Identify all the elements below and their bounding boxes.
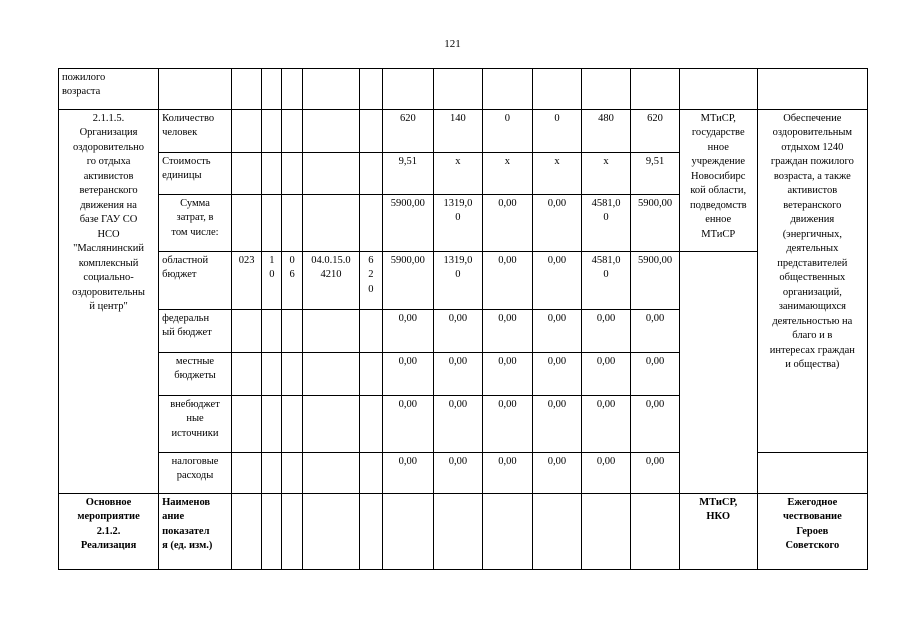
value-cell: 0,00 — [482, 453, 533, 494]
value-cell: 140 — [434, 110, 483, 153]
value-cell: 5900,00 — [382, 252, 434, 310]
section-code-cell: 1 0 — [262, 252, 282, 310]
value-cell: 0,00 — [382, 396, 434, 453]
value-cell: х — [581, 153, 631, 195]
value-cell: 0 — [533, 110, 582, 153]
indicator-cell: местные бюджеты — [159, 353, 232, 396]
indicator-cell: внебюджет ные источники — [159, 396, 232, 453]
value-cell: 0,00 — [533, 195, 582, 252]
value-cell: 5900,00 — [382, 195, 434, 252]
grbs-code-cell: 023 — [231, 252, 261, 310]
value-cell: 0,00 — [533, 252, 582, 310]
value-cell: х — [434, 153, 483, 195]
value-cell: 0,00 — [482, 252, 533, 310]
value-cell: х — [533, 153, 582, 195]
value-cell: 0,00 — [382, 353, 434, 396]
value-cell: 0,00 — [581, 453, 631, 494]
indicator-cell: федеральн ый бюджет — [159, 310, 232, 353]
indicator-cell: Стоимость единицы — [159, 153, 232, 195]
value-cell: 0,00 — [631, 310, 680, 353]
value-cell: 1319,0 0 — [434, 195, 483, 252]
value-cell: 0,00 — [382, 453, 434, 494]
expense-type-cell: 6 2 0 — [360, 252, 382, 310]
indicator-cell: Количество человек — [159, 110, 232, 153]
value-cell: 0,00 — [581, 396, 631, 453]
subsection-code-cell: 0 6 — [282, 252, 302, 310]
target-article-cell: 04.0.15.0 4210 — [302, 252, 360, 310]
value-cell: 0,00 — [533, 453, 582, 494]
measure-name-cell: Основное мероприятие 2.1.2. Реализация — [59, 494, 159, 570]
indicator-cell: Наименов ание показател я (ед. изм.) — [159, 494, 232, 570]
value-cell: 1319,0 0 — [434, 252, 483, 310]
value-cell: 9,51 — [631, 153, 680, 195]
indicator-cell: налоговые расходы — [159, 453, 232, 494]
value-cell: 0,00 — [434, 353, 483, 396]
value-cell: 0 — [482, 110, 533, 153]
value-cell: 0,00 — [631, 396, 680, 453]
result-cell: Ежегодное чествование Героев Советского — [757, 494, 867, 570]
value-cell: 0,00 — [434, 310, 483, 353]
value-cell: 620 — [382, 110, 434, 153]
value-cell: 0,00 — [533, 353, 582, 396]
table-row — [59, 110, 868, 153]
value-cell: 0,00 — [581, 310, 631, 353]
measure-name-cell: 2.1.1.5. Организация оздоровительно го отдыха активистов ветеранского движения на базе ГАУ СО НСО "Маслянинский комплексный социально- оздоровительны й центр" — [59, 110, 159, 494]
value-cell: 0,00 — [533, 310, 582, 353]
value-cell: 0,00 — [482, 396, 533, 453]
value-cell: 4581,0 0 — [581, 195, 631, 252]
value-cell: 0,00 — [631, 353, 680, 396]
value-cell: 5900,00 — [631, 195, 680, 252]
value-cell: 5900,00 — [631, 252, 680, 310]
value-cell: 620 — [631, 110, 680, 153]
value-cell: 0,00 — [482, 195, 533, 252]
value-cell: 0,00 — [434, 453, 483, 494]
value-cell: 0,00 — [631, 453, 680, 494]
value-cell: 480 — [581, 110, 631, 153]
table-row — [59, 494, 868, 570]
measure-name-cell: пожилого возраста — [59, 69, 159, 110]
value-cell: 0,00 — [434, 396, 483, 453]
page-number: 121 — [444, 38, 461, 50]
result-empty-cell — [757, 453, 867, 494]
value-cell: 4581,0 0 — [581, 252, 631, 310]
executor-empty-cell — [679, 252, 757, 494]
program-table — [58, 68, 868, 570]
value-cell: 0,00 — [482, 353, 533, 396]
executor-cell: МТиСР, государстве нное учреждение Новосибирс кой области, подведомств енное МТиСР — [679, 110, 757, 252]
value-cell: 0,00 — [482, 310, 533, 353]
indicator-cell: Сумма затрат, в том числе: — [159, 195, 232, 252]
table-row — [59, 69, 868, 110]
executor-cell: МТиСР, НКО — [679, 494, 757, 570]
value-cell: х — [482, 153, 533, 195]
value-cell: 0,00 — [581, 353, 631, 396]
result-cell: Обеспечение оздоровительным отдыхом 1240 граждан пожилого возраста, а также активистов ветеранского движения (энергичных, деятельных представителей общественных организаций, занимающихся деятельностью на благо и в интересах граждан и общества) — [757, 110, 867, 453]
value-cell: 0,00 — [382, 310, 434, 353]
table-row — [59, 252, 868, 310]
value-cell: 0,00 — [533, 396, 582, 453]
value-cell: 9,51 — [382, 153, 434, 195]
indicator-cell: областной бюджет — [159, 252, 232, 310]
